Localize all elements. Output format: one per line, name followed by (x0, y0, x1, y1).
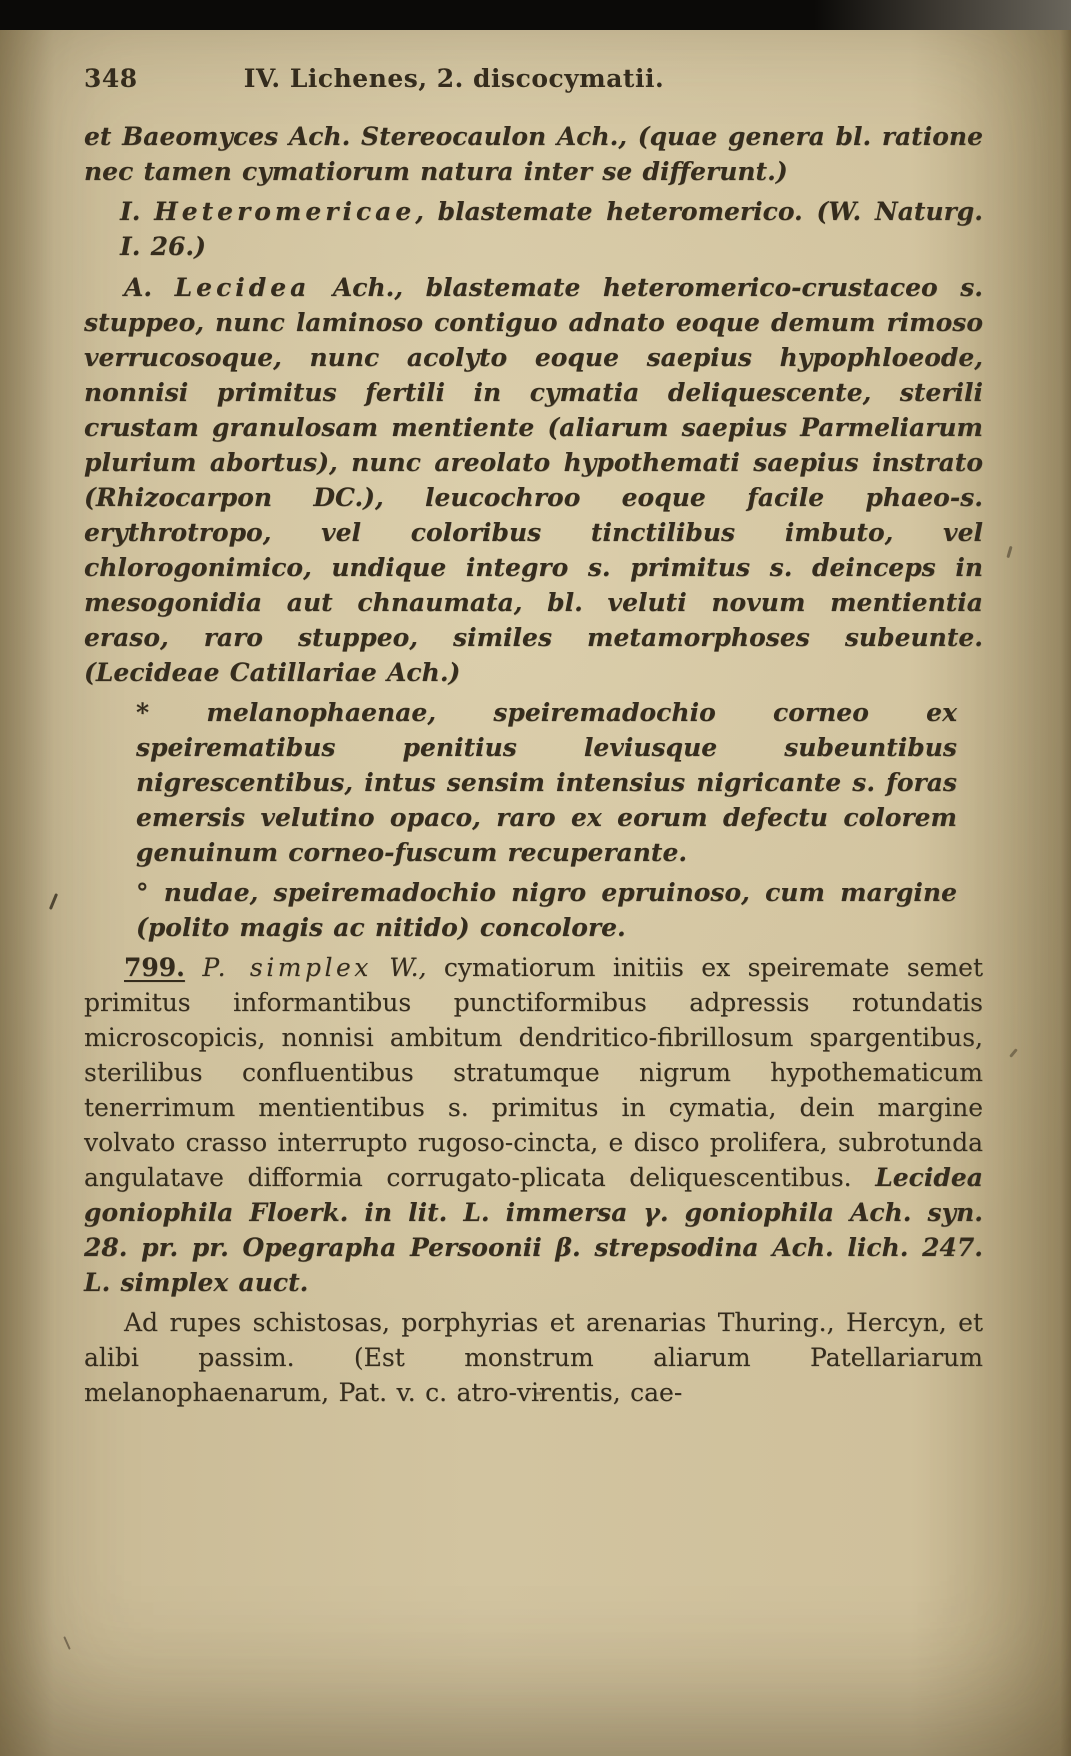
genus-description-lecidea (84, 270, 983, 690)
text-run: Heteromericae (154, 197, 416, 226)
text-run: W., (371, 953, 427, 982)
ink-speck (536, 1392, 542, 1395)
running-title: IV. Lichenes, 2. discocymatii. (243, 64, 665, 93)
ink-speck (63, 1636, 71, 1650)
habitat-paragraph (84, 1305, 983, 1410)
page-number: 348 (84, 64, 138, 93)
text-run: Ad rupes schistosas, porphyrias et arenarias Thuring., Hercyn, et alibi passim. (Est monstrum aliarum Patellariarum melanophaenarum, Pat. v. c. atro-virentis, cae- (84, 1308, 983, 1407)
text-run: A. (124, 273, 175, 302)
section-heading-heteromericae (120, 194, 983, 264)
note-nudae (136, 875, 957, 945)
note-melanophaenae (136, 695, 957, 870)
text-run: Lecidea goniophila Floerk. in lit. L. immersa γ. goniophila Ach. syn. 28. pr. pr. Opegrapha Persoonii β. strepsodina Ach. lich. 247. L. simplex auct. (84, 1163, 983, 1297)
continuation-paragraph (84, 119, 983, 189)
text-run: 799. (124, 953, 185, 982)
text-run: et Baeomyces Ach. Stereocaulon Ach., (quae genera bl. ratione nec tamen cymatiorum natura inter se differunt.) (84, 122, 983, 186)
entry-799-p-simplex (84, 950, 983, 1300)
text-run (185, 953, 202, 982)
text-run: P. simplex (202, 953, 372, 982)
text-run: Ach., blastemate heteromerico-crustaceo s. stuppeo, nunc laminoso contiguo adnato eoque demum rimoso verrucosoque, nunc acolyto eoque saepius hypophloeode, nonnisi primitus fertili in cymatia deliquescente, sterili crustam granulosam mentiente (aliarum saepius Parmeliarum plurium abortus), nunc areolato hypothemati saepius instrato (Rhizocarpon DC.), leucochroo eoque facile phaeo-s. erythrotropo, vel coloribus tinctilibus imbuto, vel chlorogonimico, undique integro s. primitus s. deinceps in mesogonidia aut chnaumata, bl. veluti novum mentientia eraso, raro stuppeo, similes metamorphoses subeunte. (Lecideae Catillariae Ach.) (84, 273, 983, 687)
text-run: I. (120, 197, 155, 226)
page-body (0, 93, 1071, 1410)
text-run: ° nudae, speiremadochio nigro epruinoso, cum margine (polito magis ac nitido) concolore. (136, 878, 957, 942)
text-run: * melanophaenae, speiremadochio corneo ex speirematibus penitius leviusque subeuntibus nigrescentibus, intus sensim intensius nigricante s. foras emersis velutino opaco, raro ex eorum defectu colorem genuinum corneo-fuscum recuperante. (136, 698, 957, 867)
scan-edge-artifact (0, 0, 1071, 30)
text-run: cymatiorum initiis ex speiremate semet primitus informantibus punctiformibus adpressis rotundatis microscopicis, nonnisi ambitum dendritico-fibrillosum spargentibus, sterilibus confluentibus stratumque nigrum hypothematicum tenerrimum mentientibus s. primitus in cymatia, dein margine volvato crasso interrupto rugoso-cincta, e disco prolifera, subrotunda angulatave difformia corrugato-plicata deliquescentibus. (84, 953, 984, 1192)
text-run: Lecidea (174, 273, 311, 302)
text-run: , blastemate heteromerico. (W. Naturg. I. 26.) (120, 197, 983, 261)
